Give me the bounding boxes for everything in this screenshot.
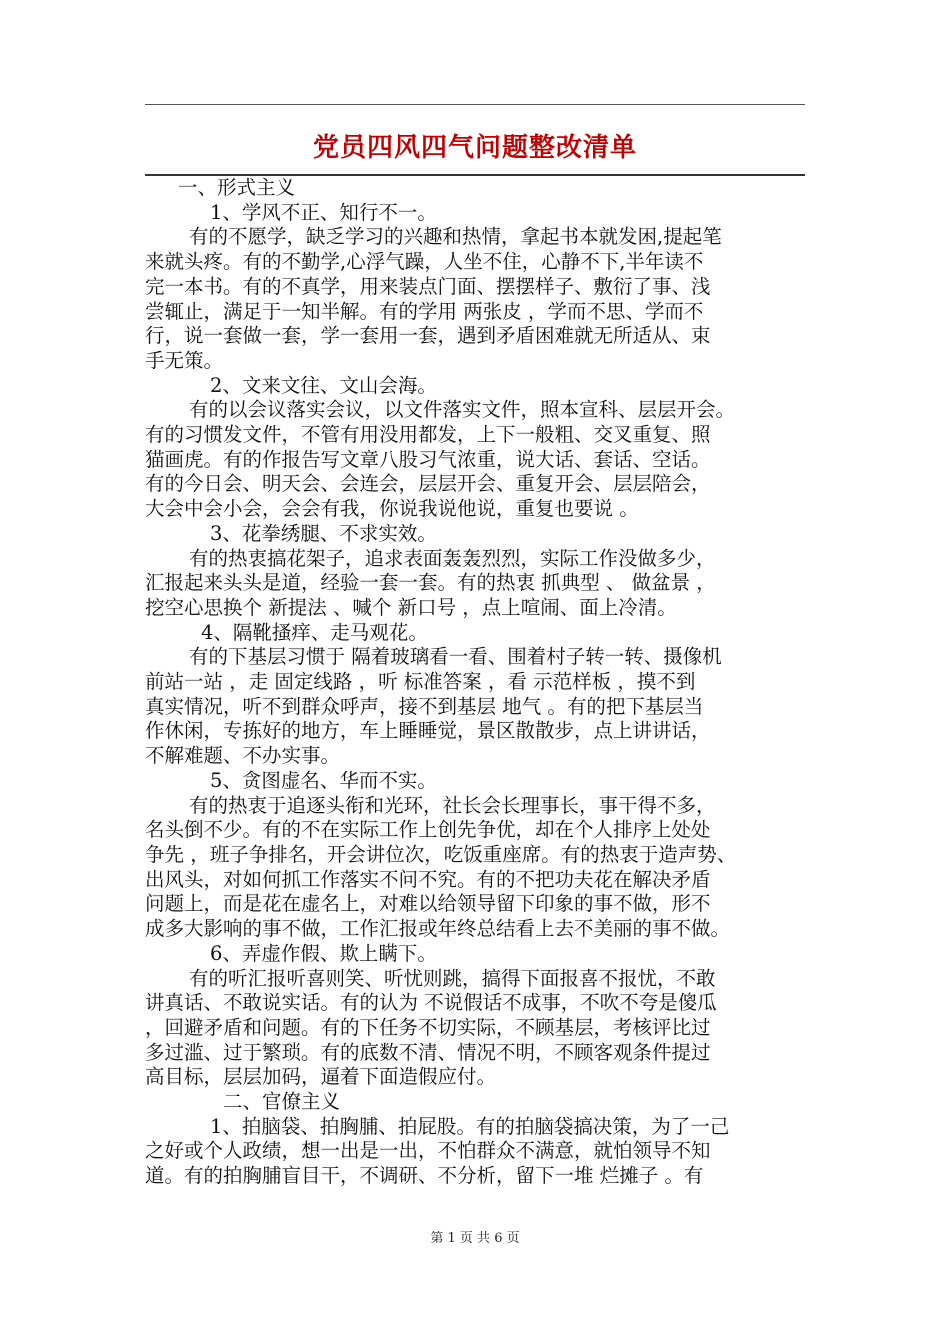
document-body: [145, 176, 809, 1189]
header-rule: [145, 104, 805, 105]
section-heading: 一、形式主义: [178, 176, 296, 199]
subsection-heading: 3、花拳绣腿、不求实效。: [210, 521, 437, 545]
paragraph: 有的不愿学，缺乏学习的兴趣和热情，拿起书本就发困,提起笔 来就头疼。有的不勤学,心浮气躁，人坐不住，心静不下,半年读不 完一本书。有的不真学，用来装点门面、摆摆样子、敷衍了事、浅 尝辄止，满足于一知半解。有的学用 两张皮 ，学而不思、学而不 行，说一套做一套，学一套用一套，遇到矛盾困难就无所适从、束 手无策。: [145, 225, 722, 372]
paragraph: 有的热衷于追逐头衔和光环，社长会长理事长，事干得不多， 名头倒不少。有的不在实际工作上创先争优，却在个人排序上处处 争先 ，班子争排名，开会讲位次，吃饭重座席。有的热衷于造声势、 出风头，对如何抓工作落实不问不究。有的不把功夫花在解决矛盾 问题上，而是花在虚名上，对难以给领导留下印象的事不做，形不 成多大影响的事不做，工作汇报或年终总结看上去不美丽的事不做。: [145, 793, 737, 941]
section-heading: 二、官僚主义: [223, 1090, 341, 1114]
subsection-heading: 6、弄虚作假、欺上瞒下。: [210, 941, 437, 965]
paragraph: 之好或个人政绩，想一出是一出，不怕群众不满意，就怕领导不知 道。有的拍胸脯盲目干，不调研、不分析，留下一堆 烂摊子 。有: [145, 1139, 711, 1188]
subsection-heading: 5、贪图虚名、华而不实。: [210, 768, 437, 792]
subsection-heading: 1、拍脑袋、拍胸脯、拍屁股。有的拍脑袋搞决策，为了一己: [210, 1114, 730, 1138]
paragraph: 有的听汇报听喜则笑、听忧则跳，搞得下面报喜不报忧，不敢 讲真话、不敢说实话。有的认为 不说假话不成事，不吹不夸是傻瓜 ，回避矛盾和问题。有的下任务不切实际，不顾基层，考核评比过 多过滥、过于繁琐。有的底数不清、情况不明，不顾客观条件提过 高目标，层层加码，逼着下面造假应付。: [145, 966, 717, 1089]
paragraph: 有的以会议落实会议，以文件落实文件，照本宣科、层层开会。 有的习惯发文件，不管有用没用都发，上下一般粗、交叉重复、照 猫画虎。有的作报告写文章八股习气浓重，说大话、套话、空话。 有的今日会、明天会、会连会，层层开会、重复开会、层层陪会， 大会中会小会，会会有我，你说我说他说，重复也要说 。: [145, 398, 736, 521]
subsection-heading: 2、文来文往、文山会海。: [210, 373, 437, 397]
paragraph: 有的热衷搞花架子，追求表面轰轰烈烈，实际工作没做多少， 汇报起来头头是道，经验一套一套。有的热衷 抓典型 、 做盆景 ， 挖空心思换个 新提法 、喊个 新口号 ，点上喧闹、面上冷清。: [145, 546, 716, 619]
subsection-heading: 4、隔靴搔痒、走马观花。: [201, 620, 428, 644]
subsection-heading: 1、学风不正、知行不一。: [210, 200, 437, 224]
page-number: 第 1 页 共 6 页: [430, 1231, 520, 1246]
document-title: 党员四风四气问题整改清单: [312, 133, 637, 163]
paragraph: 有的下基层习惯于 隔着玻璃看一看、围着村子转一转、摄像机 前站一站 ，走 固定线路 ，听 标准答案 ，看 示范样板 ，摸不到 真实情况，听不到群众呼声，接不到基层 地气 。有的把下基层当 作休闲，专拣好的地方，车上睡睡觉，景区散散步，点上讲讲话， 不解难题、不办实事。: [145, 645, 722, 768]
